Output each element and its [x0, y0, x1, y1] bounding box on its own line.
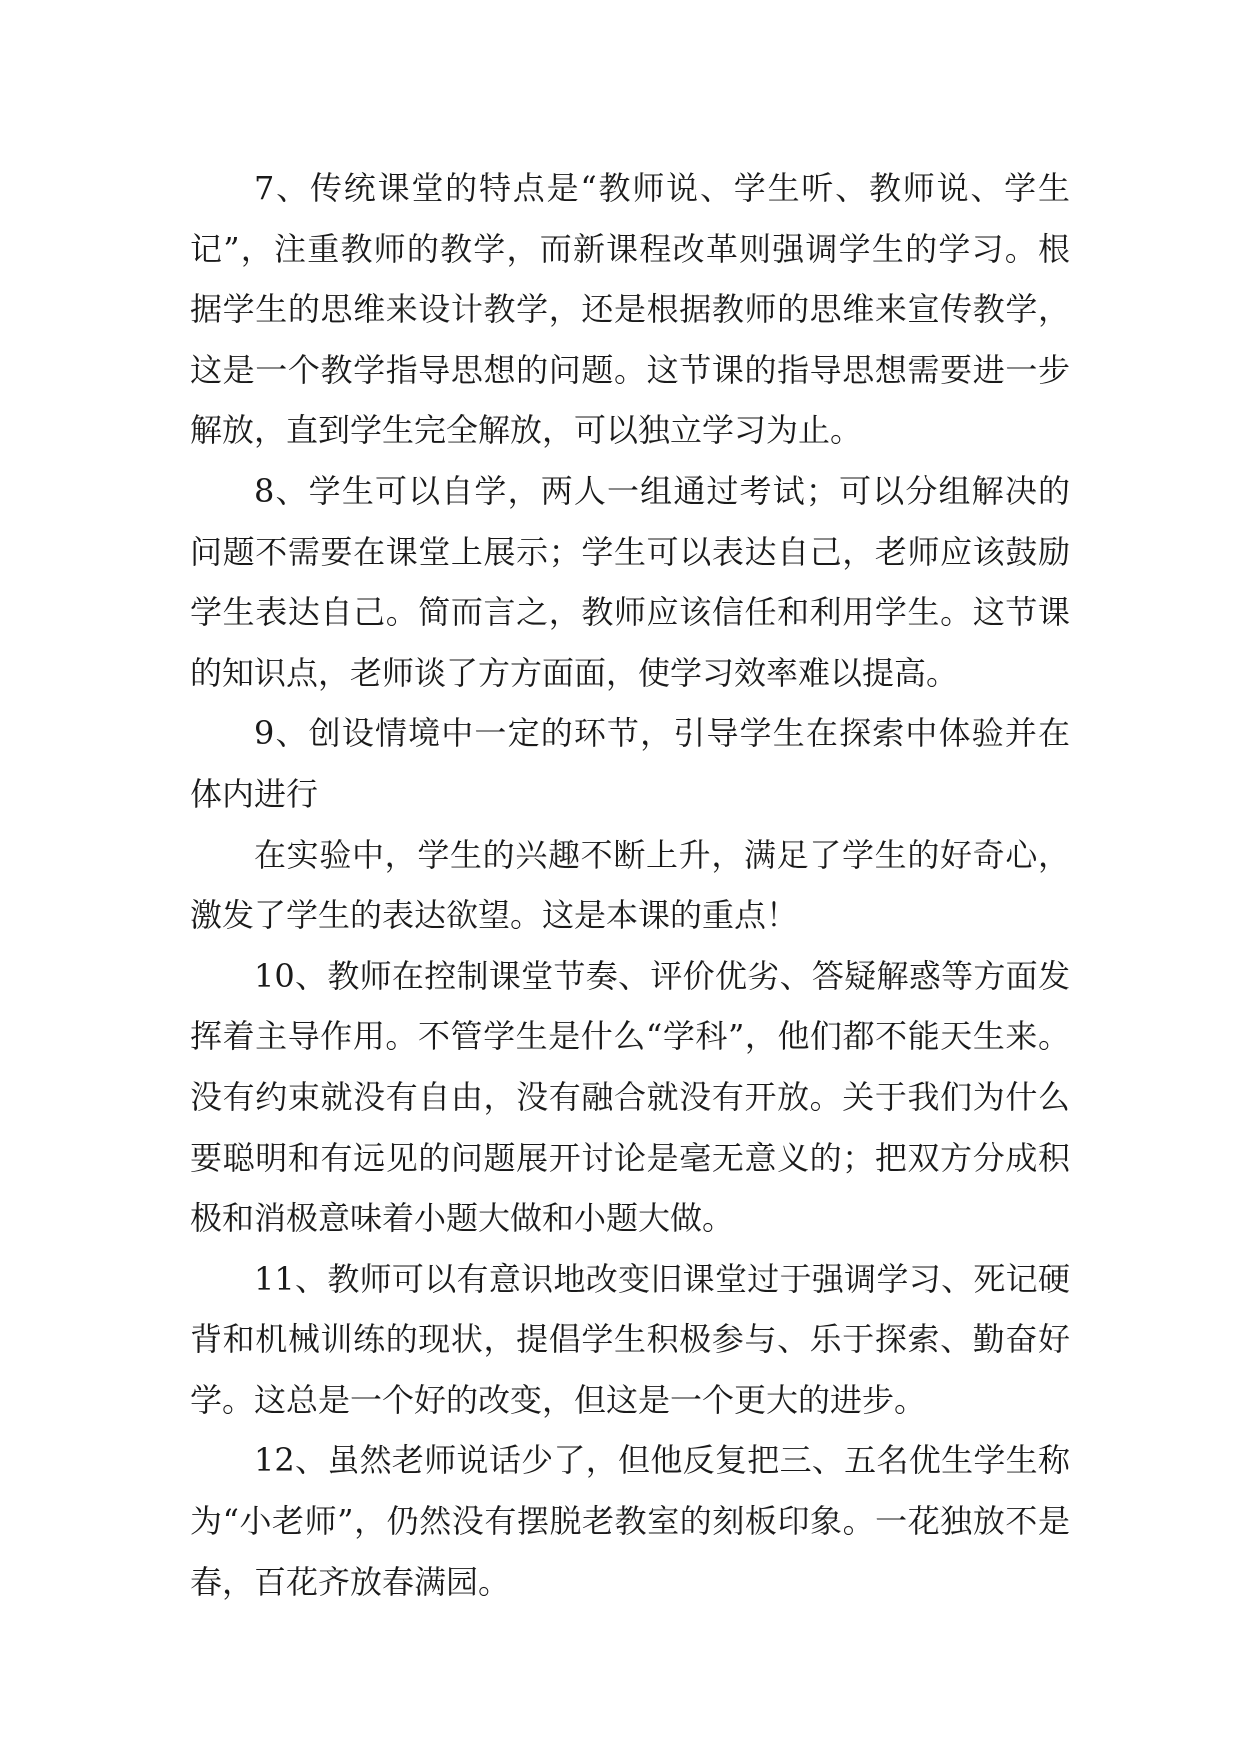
paragraph-9: 9、创设情境中一定的环节，引导学生在探索中体验并在体内进行 — [190, 714, 1070, 813]
document-body — [190, 158, 1070, 1612]
paragraph-11: 11、教师可以有意识地改变旧课堂过于强调学习、死记硬背和机械训练的现状，提倡学生积极参与、乐于探索、勤奋好学。这总是一个好的改变，但这是一个更大的进步。 — [190, 1259, 1070, 1419]
paragraph-9-continued: 在实验中，学生的兴趣不断上升，满足了学生的好奇心，激发了学生的表达欲望。这是本课的重点！ — [190, 835, 1070, 935]
paragraph-12: 12、虽然老师说话少了，但他反复把三、五名优生学生称为“小老师”，仍然没有摆脱老教室的刻板印象。一花独放不是春，百花齐放春满园。 — [190, 1441, 1070, 1601]
paragraph-10: 10、教师在控制课堂节奏、评价优劣、答疑解惑等方面发挥着主导作用。不管学生是什么“学科”，他们都不能天生来。没有约束就没有自由，没有融合就没有开放。关于我们为什么要聪明和有远见的问题展开讨论是毫无意义的；把双方分成积极和消极意味着小题大做和小题大做。 — [190, 956, 1070, 1238]
paragraph-7: 7、传统课堂的特点是“教师说、学生听、教师说、学生记”，注重教师的教学，而新课程改革则强调学生的学习。根据学生的思维来设计教学，还是根据教师的思维来宣传教学，这是一个教学指导思想的问题。这节课的指导思想需要进一步解放，直到学生完全解放，可以独立学习为止。 — [190, 169, 1070, 450]
paragraph-8: 8、学生可以自学，两人一组通过考试；可以分组解决的问题不需要在课堂上展示；学生可以表达自己，老师应该鼓励学生表达自己。简而言之，教师应该信任和利用学生。这节课的知识点，老师谈了方方面面，使学习效率难以提高。 — [190, 471, 1070, 692]
